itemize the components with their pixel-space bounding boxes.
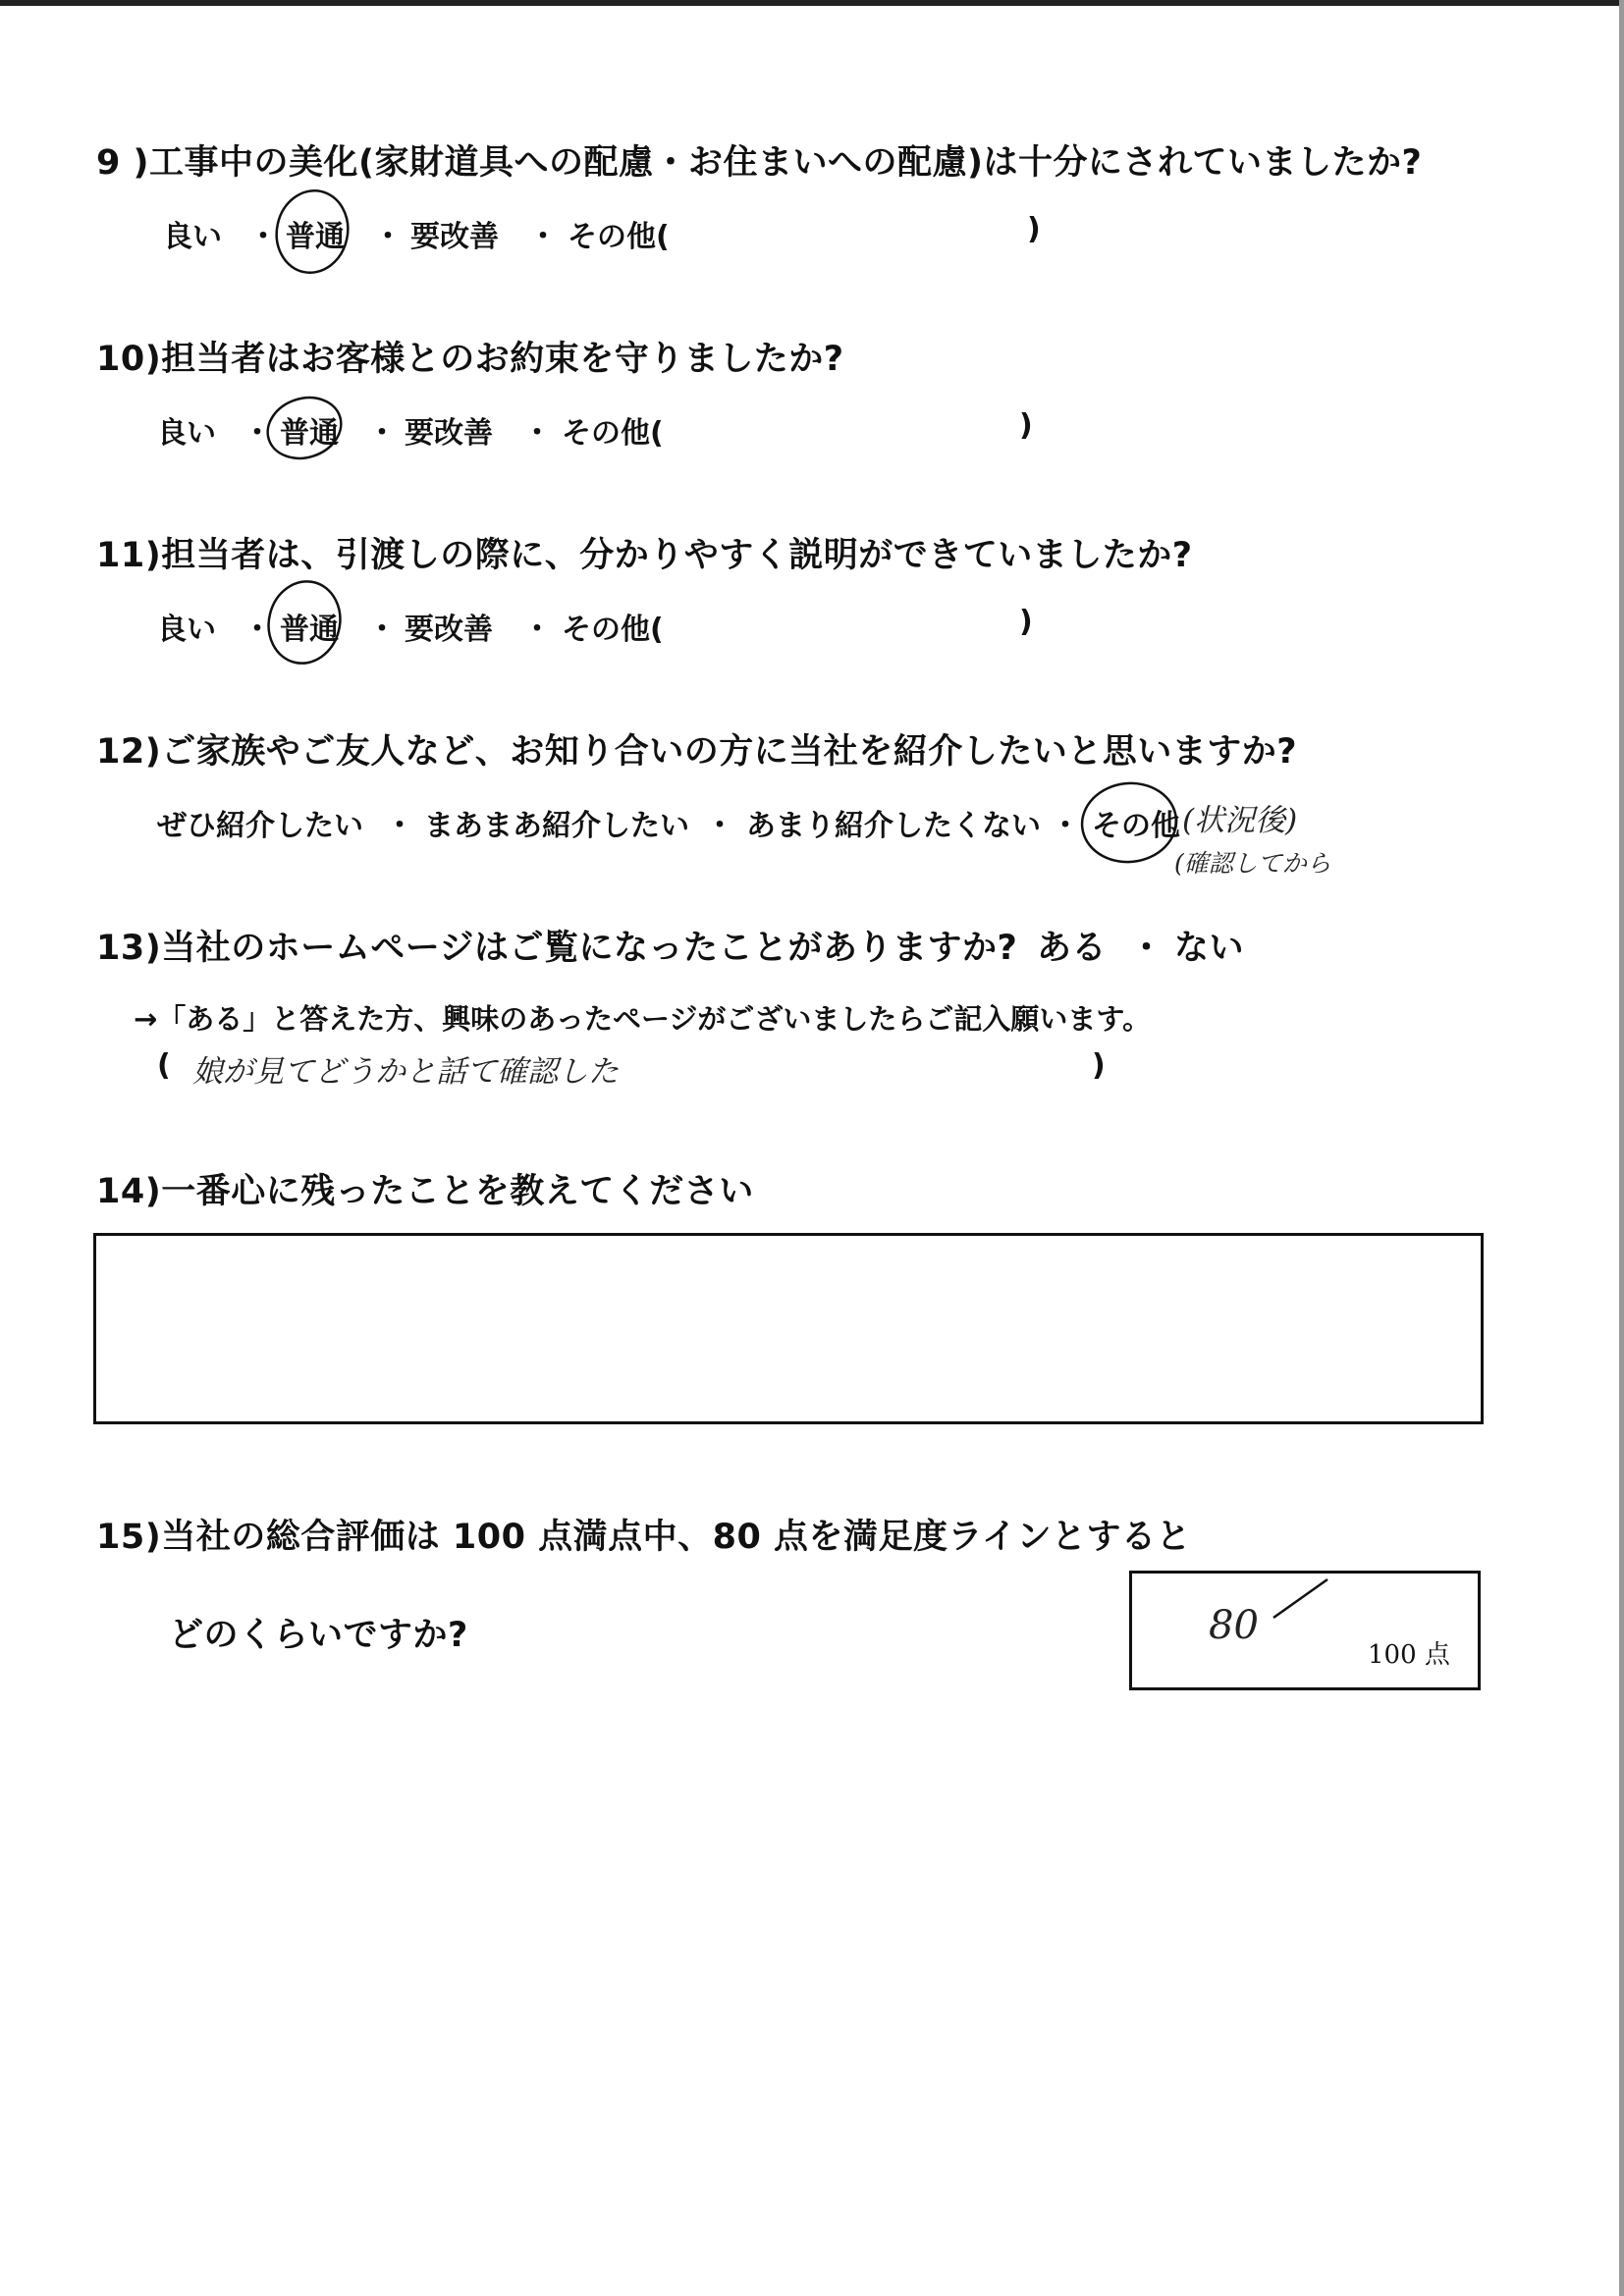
q15-score-max: 100 点 — [1368, 1640, 1450, 1670]
q13-paren-open: ( — [157, 1048, 171, 1083]
q10-option-other[interactable]: その他( — [562, 416, 664, 451]
q10-question: 10)担当者はお客様とのお約束を守りましたか? — [96, 340, 844, 379]
q12-option-definitely[interactable]: ぜひ紹介したい — [157, 809, 363, 843]
q11-option-normal[interactable]: 普通 — [280, 613, 339, 647]
q14-question: 14)一番心に残ったことを教えてください — [96, 1172, 754, 1211]
q14-answer-box[interactable] — [93, 1233, 1484, 1424]
q12-option-other[interactable]: その他 — [1092, 809, 1180, 843]
q13-option-no[interactable]: ない — [1174, 929, 1245, 968]
q9-separator: ・ — [528, 220, 558, 254]
q9-option-improve[interactable]: 要改善 — [410, 220, 499, 254]
q12-handwritten-note-line1: (状況後) — [1182, 803, 1298, 838]
q10-separator: ・ — [522, 416, 552, 451]
q11-question: 11)担当者は、引渡しの際に、分かりやすく説明ができていましたか? — [96, 536, 1193, 575]
q9-separator: ・ — [373, 220, 403, 254]
q10-separator: ・ — [243, 416, 272, 451]
q10-option-improve[interactable]: 要改善 — [405, 416, 493, 451]
q10-separator: ・ — [367, 416, 397, 451]
q12-option-not-really[interactable]: あまり紹介したくない — [746, 809, 1041, 843]
q10-option-normal[interactable]: 普通 — [280, 416, 339, 451]
q15-question: 15)当社の総合評価は 100 点満点中、80 点を満足度ラインとすると — [96, 1518, 1191, 1557]
q13-paren-close: ) — [1092, 1048, 1106, 1083]
q11-separator: ・ — [522, 613, 552, 647]
q11-separator: ・ — [367, 613, 397, 647]
q11-option-other[interactable]: その他( — [562, 613, 664, 647]
q12-separator: ・ — [705, 809, 734, 843]
q9-separator: ・ — [248, 220, 278, 254]
q10-option-good[interactable]: 良い — [157, 416, 216, 451]
q9-option-normal[interactable]: 普通 — [286, 220, 345, 254]
q12-separator: ・ — [1051, 809, 1080, 843]
q10-other-close: ) — [1019, 408, 1033, 443]
q12-option-somewhat[interactable]: まあまあ紹介したい — [424, 809, 689, 843]
q11-other-close: ) — [1019, 605, 1033, 639]
scan-edge-right — [1619, 0, 1624, 2296]
q15-score-handwritten: 80 — [1209, 1603, 1259, 1648]
q12-separator: ・ — [385, 809, 414, 843]
q9-other-close: ) — [1027, 212, 1041, 246]
q13-separator: ・ — [1129, 929, 1164, 968]
q9-option-good[interactable]: 良い — [163, 220, 222, 254]
q15-question-line2: どのくらいですか? — [169, 1616, 468, 1655]
q12-handwritten-note-line2: (確認してから — [1174, 849, 1331, 878]
q9-option-other[interactable]: その他( — [568, 220, 670, 254]
q11-option-good[interactable]: 良い — [157, 613, 216, 647]
q13-option-yes[interactable]: ある — [1037, 929, 1108, 968]
q11-option-improve[interactable]: 要改善 — [405, 613, 493, 647]
q15-score-box[interactable] — [1129, 1571, 1481, 1690]
q12-question: 12)ご家族やご友人など、お知り合いの方に当社を紹介したいと思いますか? — [96, 732, 1298, 772]
scan-edge-top — [0, 0, 1624, 6]
q13-question: 13)当社のホームページはご覧になったことがありますか? — [96, 929, 1018, 968]
q11-separator: ・ — [243, 613, 272, 647]
q13-note: →「ある」と答えた方、興味のあったページがございましたらご記入願います。 — [134, 1002, 1152, 1036]
q13-handwritten-answer: 娘が見てどうかと話て確認した — [192, 1054, 619, 1090]
q9-question: 9 )工事中の美化(家財道具への配慮・お住まいへの配慮)は十分にされていましたか? — [96, 143, 1423, 183]
